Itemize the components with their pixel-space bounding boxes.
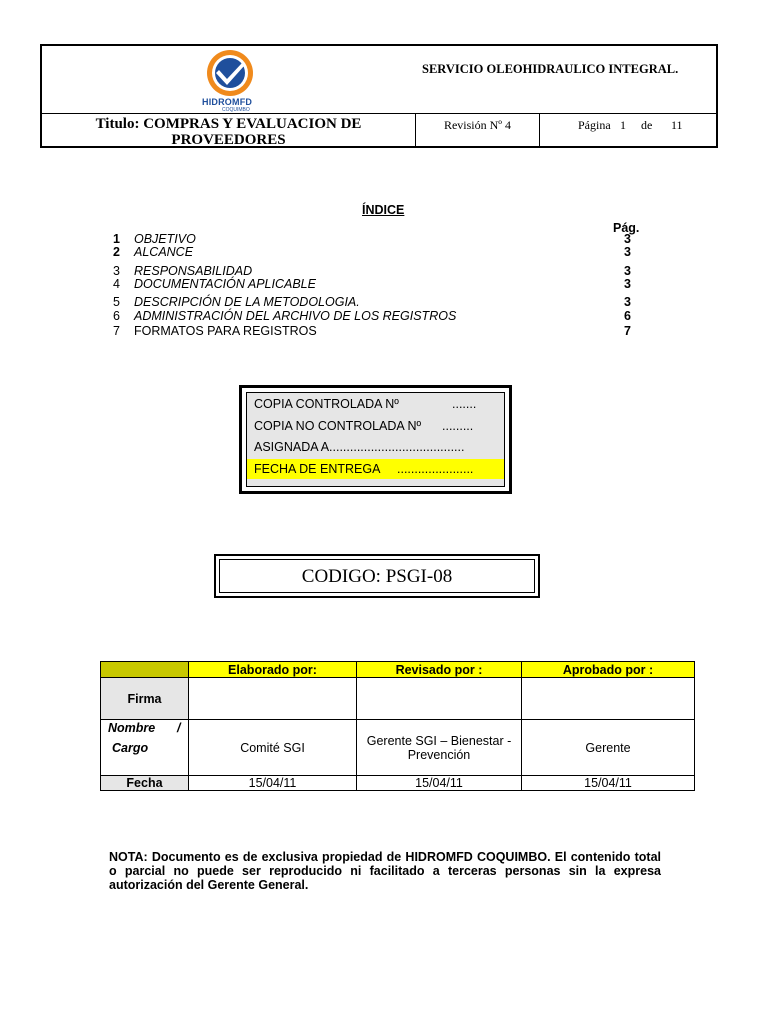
logo-text: HIDROMFD: [202, 97, 253, 107]
name-prepared: Comité SGI: [189, 720, 357, 776]
position-label: Cargo: [112, 741, 149, 755]
document-title: [42, 114, 416, 148]
page-of: de: [641, 118, 653, 132]
logo-subtext: COQUIMBO: [222, 107, 250, 113]
index-item: [0, 245, 768, 259]
delivery-date-row: [247, 459, 504, 479]
page-number: 1: [620, 118, 626, 132]
header-bottom-row: [42, 114, 716, 148]
signature-cell: [522, 678, 695, 720]
uncontrolled-copy-row: [247, 416, 504, 436]
index-item: [0, 309, 768, 323]
date-label: Fecha: [101, 776, 189, 791]
index-item-label: ALCANCE: [134, 245, 194, 259]
index-item-page: 7: [624, 324, 631, 338]
header-prepared-by: Elaborado por:: [189, 662, 357, 678]
index-item: [0, 324, 768, 338]
page-label: Página: [578, 118, 611, 132]
index-item-number: 4: [113, 277, 120, 291]
signature-row: [101, 678, 695, 720]
ownership-note: NOTA: Documento es de exclusiva propiedad de HIDROMFD COQUIMBO. El contenido total o parcial no puede ser reproducido ni facilitado a terceras personas sin la expresa autorización del Gerente General.: [109, 850, 661, 892]
index-item-page: 3: [624, 277, 631, 291]
controlled-copy-dots: .......: [452, 397, 477, 411]
uncontrolled-copy-label: COPIA NO CONTROLADA Nº: [254, 419, 422, 433]
index-item-number: 6: [113, 309, 120, 323]
index-item: [0, 277, 768, 291]
copy-control-inner: [246, 392, 505, 487]
header-top-row: [42, 46, 716, 114]
index-item-number: 1: [113, 232, 120, 246]
approval-table: [100, 661, 695, 791]
index-item-page: 3: [624, 264, 631, 278]
controlled-copy-row: [247, 394, 504, 414]
index-item-page: 3: [624, 232, 631, 246]
date-row: [101, 776, 695, 791]
date-reviewed: 15/04/11: [357, 776, 522, 791]
uncontrolled-copy-dots: .........: [442, 419, 474, 433]
index-item-label: DESCRIPCIÓN DE LA METODOLOGIA.: [134, 295, 360, 309]
signature-cell: [189, 678, 357, 720]
name-label: Nombre: [108, 721, 156, 735]
title-line-1: Titulo: COMPRAS Y EVALUACION DE: [95, 116, 362, 132]
index-item-page: 3: [624, 245, 631, 259]
index-item-label: RESPONSABILIDAD: [134, 264, 253, 278]
index-item-label: OBJETIVO: [134, 232, 196, 246]
date-prepared: 15/04/11: [189, 776, 357, 791]
index-item-number: 5: [113, 295, 120, 309]
index-item-label: ADMINISTRACIÓN DEL ARCHIVO DE LOS REGISTROS: [134, 309, 457, 323]
index-item: [0, 295, 768, 309]
delivery-date-label: FECHA DE ENTREGA: [254, 462, 381, 476]
index-item-label: FORMATOS PARA REGISTROS: [134, 324, 317, 338]
index-page-header: Pág.: [613, 221, 640, 235]
index-item: [0, 232, 768, 246]
index-item-number: 2: [113, 245, 120, 259]
index-title: ÍNDICE: [362, 203, 405, 217]
signature-cell: [357, 678, 522, 720]
revision-number: Revisión Nº 4: [416, 114, 540, 148]
page-info: [540, 114, 716, 148]
header-approved-by: Aprobado por :: [522, 662, 695, 678]
assigned-row: [247, 437, 504, 457]
name-approved: Gerente: [522, 720, 695, 776]
name-position-row: [101, 720, 695, 776]
header-reviewed-by: Revisado por :: [357, 662, 522, 678]
date-approved: 15/04/11: [522, 776, 695, 791]
index-item-number: 3: [113, 264, 120, 278]
approval-header-row: [101, 662, 695, 678]
company-name: SERVICIO OLEOHIDRAULICO INTEGRAL.: [422, 62, 679, 76]
delivery-date-dots: ......................: [397, 462, 474, 476]
copy-control-box: [239, 385, 512, 494]
approval-corner-cell: [101, 662, 189, 678]
index-item-page: 6: [624, 309, 631, 323]
index-item-label: DOCUMENTACIÓN APLICABLE: [134, 277, 316, 291]
name-slash: /: [177, 721, 181, 735]
document-code: CODIGO: PSGI-08: [219, 559, 535, 593]
document-code-box: [214, 554, 540, 598]
page-total: 11: [671, 118, 683, 132]
controlled-copy-label: COPIA CONTROLADA Nº: [254, 397, 399, 411]
assigned-label: ASIGNADA A.......................................: [254, 440, 465, 454]
index-item: [0, 264, 768, 278]
name-position-label: [101, 720, 189, 776]
signature-label: Firma: [101, 678, 189, 720]
name-reviewed: Gerente SGI – Bienestar - Prevención: [357, 720, 522, 776]
index-item-number: 7: [113, 324, 120, 338]
index-item-page: 3: [624, 295, 631, 309]
title-line-2: PROVEEDORES: [171, 132, 286, 148]
document-header: [40, 44, 718, 148]
